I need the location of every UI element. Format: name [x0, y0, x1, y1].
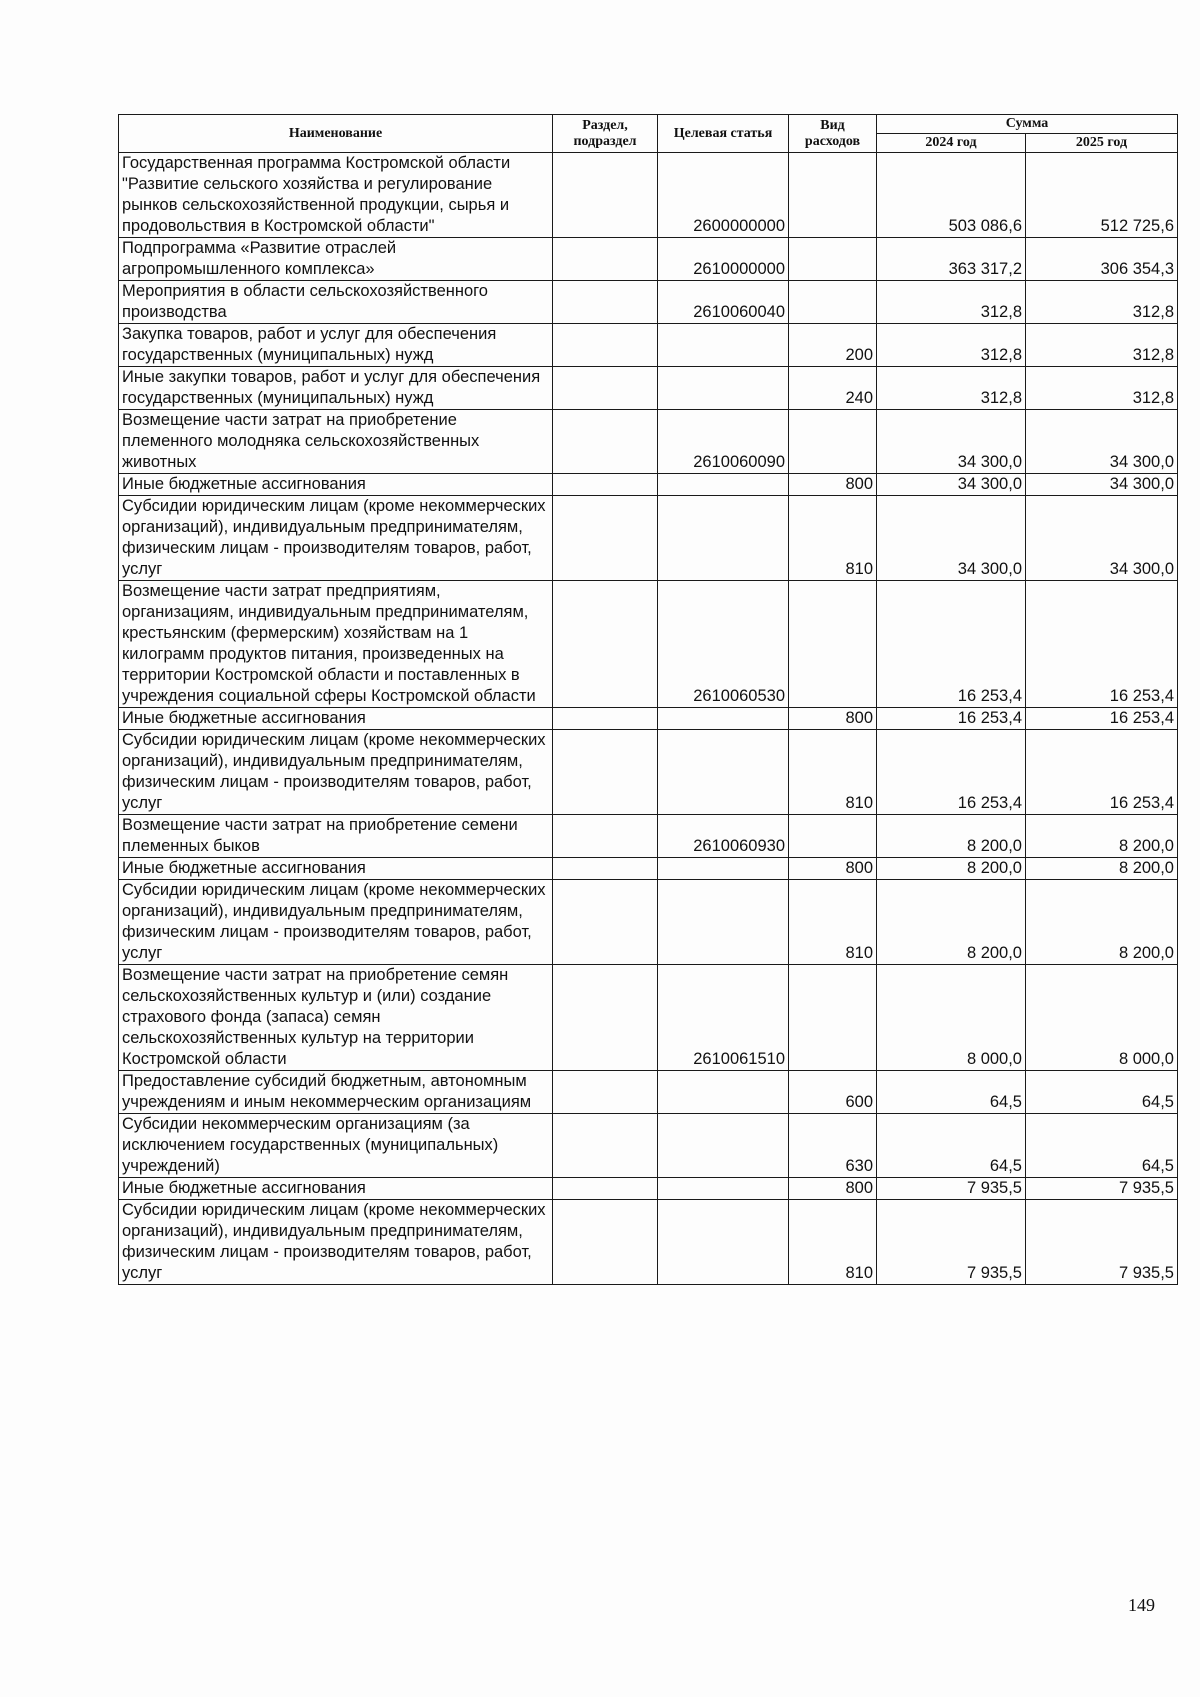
cell-type: 810: [789, 880, 877, 965]
cell-name: Субсидии некоммерческим организациям (за исключением государственных (муниципальных) учреждений): [119, 1114, 553, 1178]
cell-target: [658, 708, 789, 730]
cell-sum-2024: 34 300,0: [877, 474, 1026, 496]
cell-sum-2024: 16 253,4: [877, 581, 1026, 708]
cell-type: 600: [789, 1071, 877, 1114]
cell-name: Иные закупки товаров, работ и услуг для обеспечения государственных (муниципальных) нужд: [119, 367, 553, 410]
table-row: [119, 858, 1178, 880]
cell-sum-2024: 34 300,0: [877, 410, 1026, 474]
cell-section: [553, 367, 658, 410]
cell-sum-2025: 34 300,0: [1026, 496, 1178, 581]
cell-sum-2025: 312,8: [1026, 324, 1178, 367]
table-row: [119, 880, 1178, 965]
table-row: [119, 324, 1178, 367]
table-row: [119, 238, 1178, 281]
cell-name: Предоставление субсидий бюджетным, автономным учреждениям и иным некоммерческим организациям: [119, 1071, 553, 1114]
cell-sum-2025: 16 253,4: [1026, 581, 1178, 708]
table-row: [119, 708, 1178, 730]
cell-name: Субсидии юридическим лицам (кроме некоммерческих организаций), индивидуальным предпринимателям, физическим лицам - производителям товаров, работ, услуг: [119, 496, 553, 581]
cell-name: Возмещение части затрат на приобретение племенного молодняка сельскохозяйственных животных: [119, 410, 553, 474]
cell-sum-2024: 64,5: [877, 1071, 1026, 1114]
cell-target: 2610060930: [658, 815, 789, 858]
cell-target: [658, 367, 789, 410]
cell-name: Иные бюджетные ассигнования: [119, 1178, 553, 1200]
cell-section: [553, 815, 658, 858]
cell-section: [553, 324, 658, 367]
cell-section: [553, 1178, 658, 1200]
table-header: [119, 115, 1178, 153]
cell-section: [553, 880, 658, 965]
cell-sum-2025: 8 200,0: [1026, 815, 1178, 858]
cell-name: Иные бюджетные ассигнования: [119, 708, 553, 730]
cell-name: Возмещение части затрат на приобретение семян сельскохозяйственных культур и (или) создание страхового фонда (запаса) семян сельскохозяйственных культур на территории Костромской области: [119, 965, 553, 1071]
cell-sum-2025: 8 200,0: [1026, 858, 1178, 880]
cell-section: [553, 1114, 658, 1178]
cell-target: [658, 496, 789, 581]
cell-section: [553, 581, 658, 708]
cell-name: Закупка товаров, работ и услуг для обеспечения государственных (муниципальных) нужд: [119, 324, 553, 367]
cell-sum-2025: 34 300,0: [1026, 410, 1178, 474]
header-year-2025: 2025 год: [1026, 134, 1178, 153]
table-row: [119, 1178, 1178, 1200]
cell-sum-2025: 8 200,0: [1026, 880, 1178, 965]
cell-sum-2025: 312,8: [1026, 367, 1178, 410]
table-row: [119, 474, 1178, 496]
cell-section: [553, 496, 658, 581]
header-year-2024: 2024 год: [877, 134, 1026, 153]
cell-sum-2025: 512 725,6: [1026, 153, 1178, 238]
table-row: [119, 153, 1178, 238]
cell-type: 800: [789, 474, 877, 496]
cell-sum-2025: 8 000,0: [1026, 965, 1178, 1071]
cell-sum-2024: 8 200,0: [877, 815, 1026, 858]
cell-sum-2024: 503 086,6: [877, 153, 1026, 238]
cell-target: [658, 1071, 789, 1114]
cell-sum-2025: 16 253,4: [1026, 708, 1178, 730]
cell-section: [553, 474, 658, 496]
cell-target: 2610061510: [658, 965, 789, 1071]
cell-section: [553, 281, 658, 324]
cell-sum-2024: 7 935,5: [877, 1178, 1026, 1200]
table-row: [119, 1200, 1178, 1285]
cell-target: 2610060530: [658, 581, 789, 708]
cell-sum-2024: 64,5: [877, 1114, 1026, 1178]
cell-type: 810: [789, 1200, 877, 1285]
cell-target: [658, 1200, 789, 1285]
cell-sum-2025: 306 354,3: [1026, 238, 1178, 281]
cell-type: [789, 581, 877, 708]
cell-name: Субсидии юридическим лицам (кроме некоммерческих организаций), индивидуальным предпринимателям, физическим лицам - производителям товаров, работ, услуг: [119, 1200, 553, 1285]
table-row: [119, 1114, 1178, 1178]
table-row: [119, 367, 1178, 410]
cell-sum-2024: 8 200,0: [877, 858, 1026, 880]
table-body: [119, 153, 1178, 1285]
cell-type: [789, 410, 877, 474]
cell-sum-2024: 8 200,0: [877, 880, 1026, 965]
table-row: [119, 815, 1178, 858]
cell-section: [553, 965, 658, 1071]
cell-type: 630: [789, 1114, 877, 1178]
cell-name: Государственная программа Костромской области "Развитие сельского хозяйства и регулирование рынков сельскохозяйственной продукции, сырья и продовольствия в Костромской области": [119, 153, 553, 238]
table-row: [119, 965, 1178, 1071]
cell-sum-2025: 64,5: [1026, 1114, 1178, 1178]
cell-type: 810: [789, 730, 877, 815]
cell-type: 240: [789, 367, 877, 410]
table-row: [119, 581, 1178, 708]
cell-type: [789, 238, 877, 281]
cell-section: [553, 1071, 658, 1114]
cell-type: 200: [789, 324, 877, 367]
cell-target: 2610060090: [658, 410, 789, 474]
cell-sum-2024: 312,8: [877, 367, 1026, 410]
cell-type: 800: [789, 1178, 877, 1200]
cell-type: [789, 815, 877, 858]
cell-name: Иные бюджетные ассигнования: [119, 858, 553, 880]
cell-name: Иные бюджетные ассигнования: [119, 474, 553, 496]
cell-section: [553, 153, 658, 238]
cell-sum-2025: 312,8: [1026, 281, 1178, 324]
cell-target: 2610000000: [658, 238, 789, 281]
cell-sum-2025: 64,5: [1026, 1071, 1178, 1114]
header-type: Вид расходов: [789, 115, 877, 153]
table-row: [119, 410, 1178, 474]
table-row: [119, 281, 1178, 324]
table-row: [119, 730, 1178, 815]
cell-sum-2024: 7 935,5: [877, 1200, 1026, 1285]
cell-sum-2024: 312,8: [877, 324, 1026, 367]
cell-sum-2025: 16 253,4: [1026, 730, 1178, 815]
cell-name: Подпрограмма «Развитие отраслей агропромышленного комплекса»: [119, 238, 553, 281]
header-section: Раздел, подраздел: [553, 115, 658, 153]
cell-name: Субсидии юридическим лицам (кроме некоммерческих организаций), индивидуальным предпринимателям, физическим лицам - производителям товаров, работ, услуг: [119, 880, 553, 965]
cell-sum-2024: 312,8: [877, 281, 1026, 324]
cell-sum-2025: 7 935,5: [1026, 1178, 1178, 1200]
cell-target: [658, 880, 789, 965]
cell-section: [553, 410, 658, 474]
cell-type: [789, 153, 877, 238]
cell-target: 2600000000: [658, 153, 789, 238]
cell-section: [553, 1200, 658, 1285]
cell-section: [553, 730, 658, 815]
cell-type: [789, 965, 877, 1071]
cell-name: Субсидии юридическим лицам (кроме некоммерческих организаций), индивидуальным предпринимателям, физическим лицам - производителям товаров, работ, услуг: [119, 730, 553, 815]
cell-target: [658, 1114, 789, 1178]
cell-target: [658, 730, 789, 815]
cell-name: Мероприятия в области сельскохозяйственного производства: [119, 281, 553, 324]
budget-table: [118, 114, 1178, 1285]
page-number: 149: [1128, 1595, 1155, 1615]
cell-section: [553, 708, 658, 730]
cell-target: 2610060040: [658, 281, 789, 324]
header-target: Целевая статья: [658, 115, 789, 153]
table-row: [119, 1071, 1178, 1114]
header-name: Наименование: [119, 115, 553, 153]
header-sum: Сумма: [877, 115, 1178, 134]
cell-sum-2024: 8 000,0: [877, 965, 1026, 1071]
cell-target: [658, 324, 789, 367]
cell-section: [553, 238, 658, 281]
cell-sum-2025: 7 935,5: [1026, 1200, 1178, 1285]
cell-name: Возмещение части затрат на приобретение семени племенных быков: [119, 815, 553, 858]
cell-target: [658, 1178, 789, 1200]
cell-target: [658, 474, 789, 496]
cell-section: [553, 858, 658, 880]
cell-sum-2024: 34 300,0: [877, 496, 1026, 581]
cell-name: Возмещение части затрат предприятиям, организациям, индивидуальным предпринимателям, крестьянским (фермерским) хозяйствам на 1 килограмм продуктов питания, произведенных на территории Костромской области и поставленных в учреждения социальной сферы Костромской области: [119, 581, 553, 708]
cell-sum-2025: 34 300,0: [1026, 474, 1178, 496]
cell-type: [789, 281, 877, 324]
cell-type: 800: [789, 858, 877, 880]
cell-target: [658, 858, 789, 880]
cell-type: 800: [789, 708, 877, 730]
cell-type: 810: [789, 496, 877, 581]
cell-sum-2024: 16 253,4: [877, 730, 1026, 815]
cell-sum-2024: 16 253,4: [877, 708, 1026, 730]
cell-sum-2024: 363 317,2: [877, 238, 1026, 281]
table-row: [119, 496, 1178, 581]
